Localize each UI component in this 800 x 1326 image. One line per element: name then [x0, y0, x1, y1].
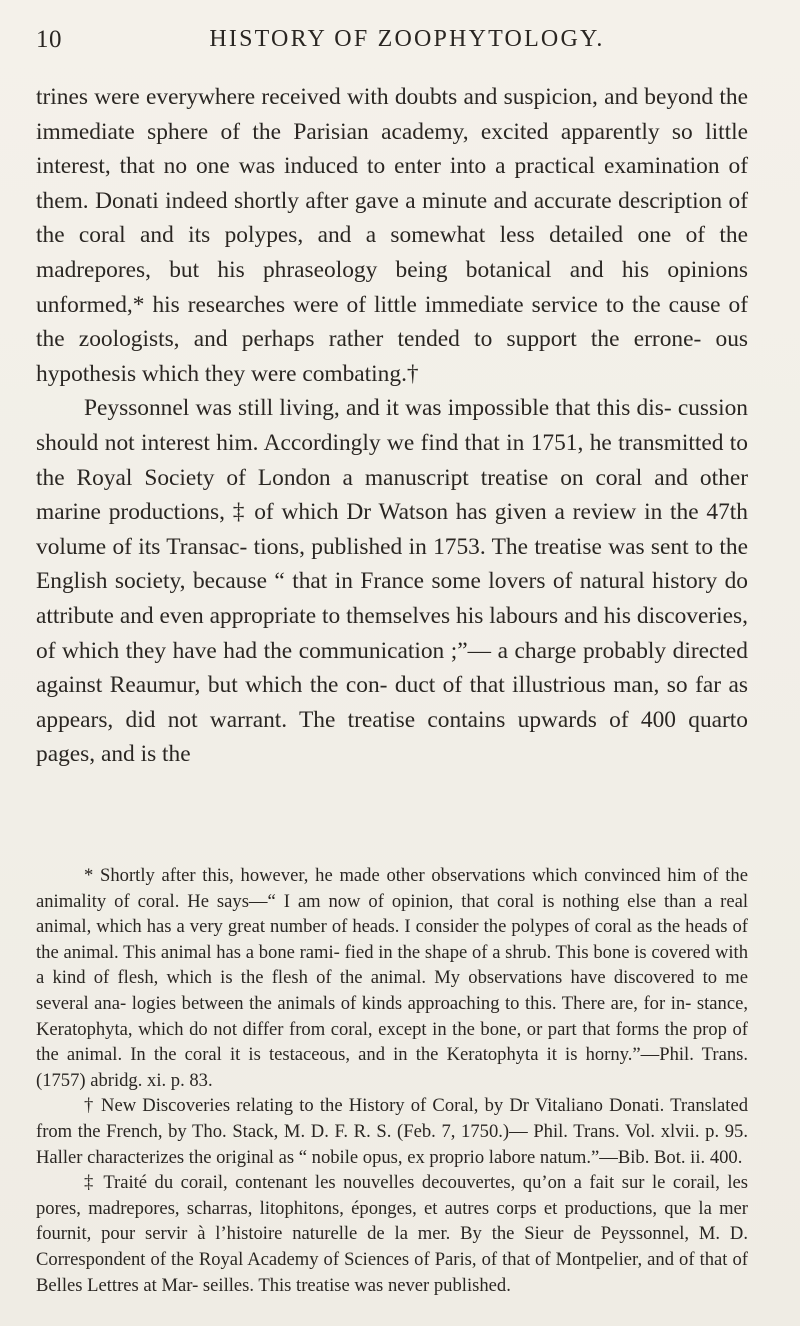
paragraph-continued: trines were everywhere received with doubts and suspicion, and beyond the immediate sphere of the Parisian academy, excited apparently so little interest, that no one was induced to enter into a practical examination of them. Donati indeed shortly after gave a minute and accurate description of the coral and its polypes, and a somewhat less detailed one of the madrepores, but his phraseology being botanical and his opinions unformed,* his researches were of little immediate service to the cause of the zoologists, and perhaps rather tended to support the errone- ous hypothesis which they were combating.†	[36, 84, 748, 387]
page-number: 10	[36, 26, 62, 53]
running-head	[36, 26, 748, 56]
footnote-dagger: † New Discoveries relating to the History of Coral, by Dr Vitaliano Donati. Translated from the French, by Tho. Stack, M. D. F. R. S. (Feb. 7, 1750.)— Phil. Trans. Vol. xlvii. p. 95. Haller characterizes the original as “ nobile opus, ex proprio labore natum.”—Bib. Bot. ii. 400.	[36, 1095, 748, 1168]
paragraph-peyssonnel: Peyssonnel was still living, and it was impossible that this dis- cussion should not interest him. Accordingly we find that in 1751, he transmitted to the Royal Society of London a manuscript treatise on coral and other marine productions, ‡ of which Dr Watson has given a review in the 47th volume of its Transac- tions, published in 1753. The treatise was sent to the English society, because “ that in France some lovers of natural history do attribute and even appropriate to themselves his labours and his discoveries, of which they have had the communication ;”— a charge probably directed against Reaumur, but which the con- duct of that illustrious man, so far as appears, did not warrant. The treatise contains upwards of 400 quarto pages, and is the	[36, 395, 748, 768]
running-title: HISTORY OF ZOOPHYTOLOGY.	[209, 26, 605, 52]
main-text	[36, 80, 748, 772]
footnote-double-dagger: ‡ Traité du corail, contenant les nouvelles decouvertes, qu’on a fait sur le corail, les pores, madrepores, scharras, litophitons, éponges, et autres corps et productions, que la mer fournit, pour servir à l’histoire naturelle de la mer. By the Sieur de Peyssonnel, M. D. Correspondent of the Royal Academy of Sciences of Paris, of that of Montpelier, and of that of Belles Lettres at Mar- seilles. This treatise was never published.	[36, 1172, 748, 1296]
footnote-asterisk: * Shortly after this, however, he made other observations which convinced him of the animality of coral. He says—“ I am now of opinion, that coral is nothing else than a real animal, which has a very great number of heads. I consider the polypes of coral as the heads of the animal. This animal has a bone rami- fied in the shape of a shrub. This bone is covered with a kind of flesh, which is the flesh of the animal. My observations have discovered to me several ana- logies between the animals of kinds approaching to this. There are, for in- stance, Keratophyta, which do not differ from coral, except in the bone, or part that forms the prop of the animal. In the coral it is testaceous, and in the Keratophyta it is horny.”—Phil. Trans. (1757) abridg. xi. p. 83.	[36, 865, 748, 1091]
footnotes	[36, 863, 748, 1298]
